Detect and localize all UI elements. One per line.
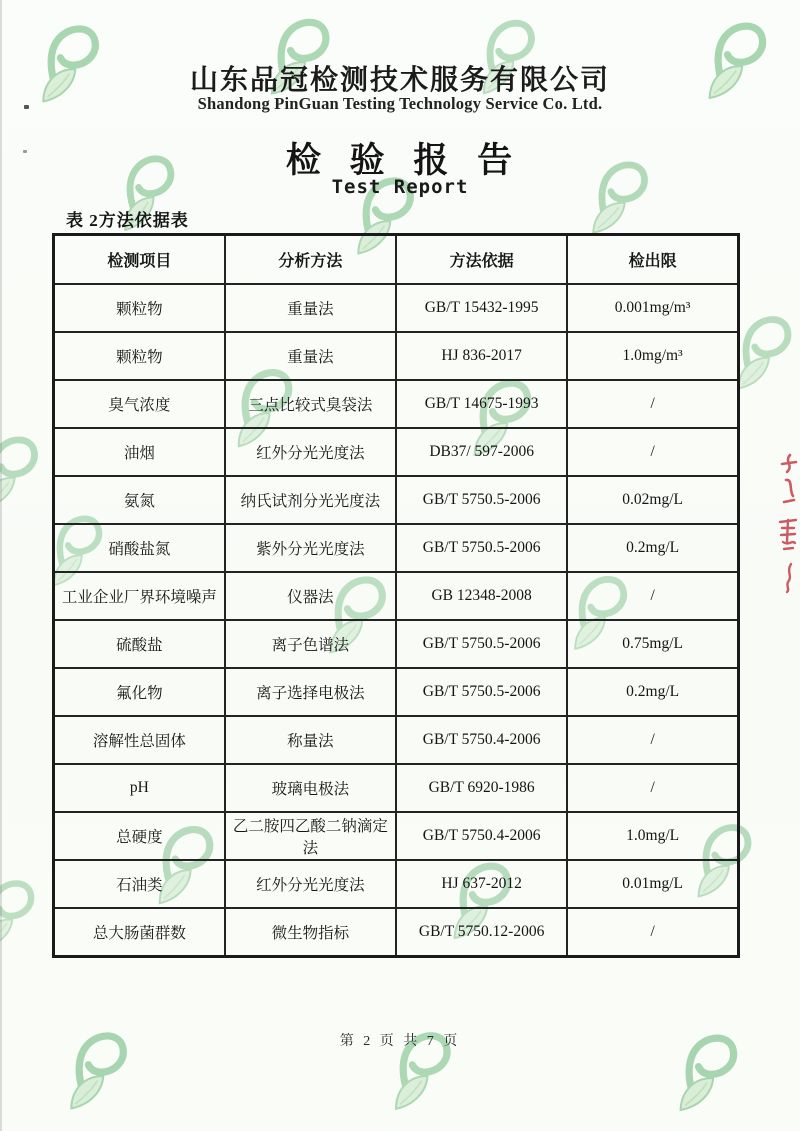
table-row <box>54 524 739 572</box>
cell-test-item: 颗粒物 <box>54 284 225 332</box>
table-row <box>54 620 739 668</box>
cell-method-basis: GB/T 5750.4-2006 <box>396 716 567 764</box>
table-body <box>54 284 739 957</box>
cell-test-item: pH <box>54 764 225 812</box>
table-header-row <box>54 235 739 285</box>
table-row <box>54 860 739 908</box>
cell-method-basis: GB/T 14675-1993 <box>396 380 567 428</box>
method-basis-table <box>52 233 740 958</box>
cell-detection-limit: 0.2mg/L <box>567 668 738 716</box>
table-row <box>54 716 739 764</box>
table-row <box>54 668 739 716</box>
cell-detection-limit: / <box>567 716 738 764</box>
cell-method-basis: GB/T 5750.5-2006 <box>396 524 567 572</box>
cell-detection-limit: 1.0mg/L <box>567 812 738 860</box>
cell-detection-limit: / <box>567 428 738 476</box>
cell-test-item: 臭气浓度 <box>54 380 225 428</box>
cell-test-item: 硫酸盐 <box>54 620 225 668</box>
cell-detection-limit: / <box>567 908 738 957</box>
cell-method-basis: DB37/ 597-2006 <box>396 428 567 476</box>
cell-test-item: 硝酸盐氮 <box>54 524 225 572</box>
cell-analysis-method: 重量法 <box>225 332 396 380</box>
cell-detection-limit: / <box>567 764 738 812</box>
cell-analysis-method: 紫外分光光度法 <box>225 524 396 572</box>
cell-analysis-method: 乙二胺四乙酸二钠滴定法 <box>225 812 396 860</box>
cell-analysis-method: 红外分光光度法 <box>225 428 396 476</box>
cell-analysis-method: 红外分光光度法 <box>225 860 396 908</box>
table-row <box>54 572 739 620</box>
cell-method-basis: GB/T 6920-1986 <box>396 764 567 812</box>
column-header: 方法依据 <box>396 235 567 285</box>
cell-analysis-method: 纳氏试剂分光光度法 <box>225 476 396 524</box>
table-row <box>54 476 739 524</box>
cell-method-basis: GB/T 15432-1995 <box>396 284 567 332</box>
cell-test-item: 氟化物 <box>54 668 225 716</box>
cell-analysis-method: 微生物指标 <box>225 908 396 957</box>
cell-test-item: 颗粒物 <box>54 332 225 380</box>
cell-method-basis: GB/T 5750.5-2006 <box>396 476 567 524</box>
cell-method-basis: GB/T 5750.12-2006 <box>396 908 567 957</box>
company-name-cn: 山东品冠检测技术服务有限公司 <box>189 65 610 96</box>
cell-analysis-method: 玻璃电极法 <box>225 764 396 812</box>
column-header: 检测项目 <box>54 235 225 285</box>
red-stamp-fragment <box>781 562 799 594</box>
cell-test-item: 氨氮 <box>54 476 225 524</box>
column-header: 分析方法 <box>225 235 396 285</box>
cell-method-basis: HJ 637-2012 <box>396 860 567 908</box>
cell-method-basis: GB/T 5750.5-2006 <box>396 620 567 668</box>
table-row <box>54 908 739 957</box>
table-row <box>54 812 739 860</box>
red-stamp-fragment <box>778 452 800 508</box>
cell-method-basis: GB 12348-2008 <box>396 572 567 620</box>
cell-detection-limit: / <box>567 380 738 428</box>
cell-test-item: 工业企业厂界环境噪声 <box>54 572 225 620</box>
table-row <box>54 332 739 380</box>
cell-detection-limit: 0.75mg/L <box>567 620 738 668</box>
page-number-footer: 第 2 页 共 7 页 <box>339 1034 461 1049</box>
table-header-row <box>54 235 739 285</box>
table-row <box>54 380 739 428</box>
report-title-en: Test Report <box>331 176 469 198</box>
cell-test-item: 石油类 <box>54 860 225 908</box>
table-caption: 表 2方法依据表 <box>66 211 189 230</box>
table-row <box>54 428 739 476</box>
column-header: 检出限 <box>567 235 738 285</box>
cell-analysis-method: 离子选择电极法 <box>225 668 396 716</box>
cell-test-item: 总大肠菌群数 <box>54 908 225 957</box>
table-row <box>54 284 739 332</box>
cell-analysis-method: 重量法 <box>225 284 396 332</box>
red-stamp-fragment <box>776 516 800 556</box>
cell-test-item: 油烟 <box>54 428 225 476</box>
cell-test-item: 总硬度 <box>54 812 225 860</box>
report-title-cn: 检 验 报 告 <box>285 141 515 180</box>
cell-detection-limit: 0.001mg/m³ <box>567 284 738 332</box>
cell-method-basis: GB/T 5750.5-2006 <box>396 668 567 716</box>
cell-analysis-method: 称量法 <box>225 716 396 764</box>
cell-detection-limit: 0.02mg/L <box>567 476 738 524</box>
table-row <box>54 764 739 812</box>
cell-detection-limit: 1.0mg/m³ <box>567 332 738 380</box>
cell-detection-limit: / <box>567 572 738 620</box>
cell-test-item: 溶解性总固体 <box>54 716 225 764</box>
cell-method-basis: GB/T 5750.4-2006 <box>396 812 567 860</box>
cell-detection-limit: 0.2mg/L <box>567 524 738 572</box>
cell-analysis-method: 离子色谱法 <box>225 620 396 668</box>
cell-analysis-method: 三点比较式臭袋法 <box>225 380 396 428</box>
company-name-en: Shandong PinGuan Testing Technology Service Co. Ltd. <box>197 94 603 113</box>
cell-detection-limit: 0.01mg/L <box>567 860 738 908</box>
cell-analysis-method: 仪器法 <box>225 572 396 620</box>
cell-method-basis: HJ 836-2017 <box>396 332 567 380</box>
